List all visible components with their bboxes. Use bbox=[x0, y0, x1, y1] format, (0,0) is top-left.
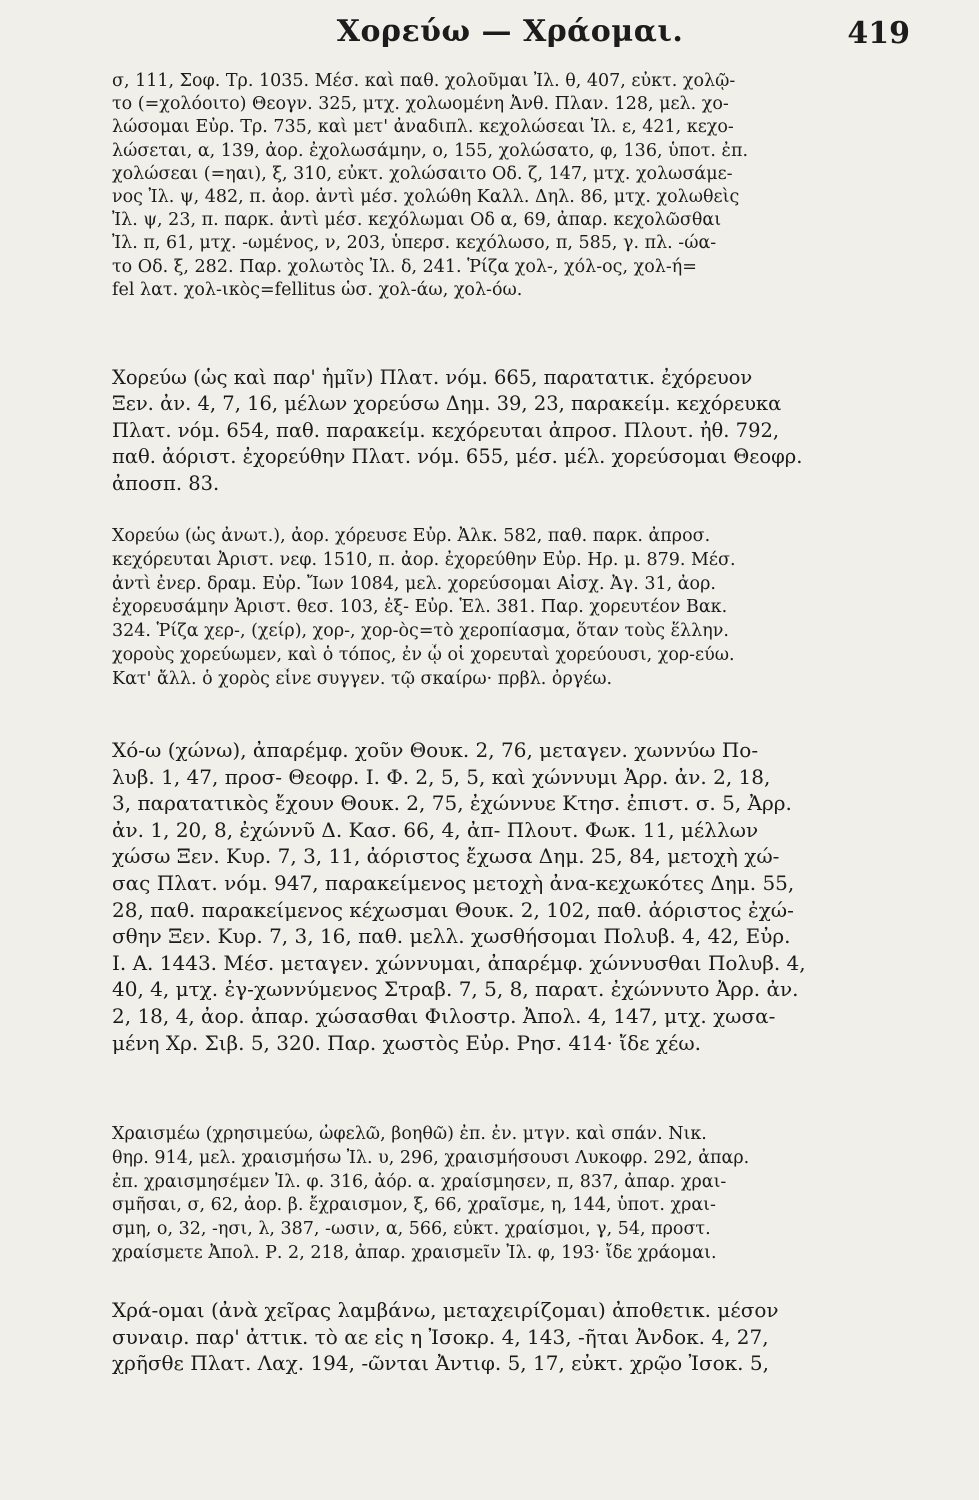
entry-line: ἐπ. χραισμησέμεν Ἰλ. φ. 316, ἀόρ. α. χραίσμησεν, π, 837, ἀπαρ. χραι- bbox=[112, 1171, 727, 1192]
entry-line: Πλατ. νόμ. 654, παθ. παρακείμ. κεχόρευται ἀπροσ. Πλουτ. ἠθ. 792, bbox=[112, 418, 780, 442]
entry-line: παθ. ἀόριστ. ἐχορεύθην Πλατ. νόμ. 655, μέσ. μέλ. χορεύσομαι Θεοφρ. bbox=[112, 445, 803, 469]
entry-line: ἐχορευσάμην Ἀριστ. θεσ. 103, ἐξ- Εὐρ. Ἑλ. 381. Παρ. χορευτέον Βακ. bbox=[112, 597, 728, 618]
entry-line: ἀν. 1, 20, 8, ἐχώννῦ Δ. Κασ. 66, 4, ἀπ- Πλουτ. Φωκ. 11, μέλλων bbox=[112, 817, 759, 842]
entry-line: σμη, ο, 32, -ησι, λ, 387, -ωσιν, α, 566, εὐκτ. χραίσμοι, γ, 54, προστ. bbox=[112, 1219, 711, 1240]
entry-line: Ξεν. ἀν. 4, 7, 16, μέλων χορεύσω Δημ. 39, 23, παρακείμ. κεχόρευκα bbox=[112, 392, 782, 416]
entry-chraomai bbox=[112, 1297, 904, 1377]
page-header bbox=[110, 14, 910, 60]
entry-line: Χραισμέω (χρησιμεύω, ὠφελῶ, βοηθῶ) ἐπ. ἐν. μτγν. καὶ σπάν. Νικ. bbox=[112, 1124, 707, 1144]
entry-line: ἀντὶ ἐνερ. δραμ. Εὐρ. Ἴων 1084, μελ. χορεύσομαι Αἰσχ. Ἀγ. 31, ἀορ. bbox=[112, 573, 716, 594]
entry-line: Χορεύω (ὡς καὶ παρ' ἡμῖν) Πλατ. νόμ. 665, παρατατικ. ἐχόρευον bbox=[112, 366, 753, 389]
entry-line: Χορεύω (ὡς ἀνωτ.), ἀορ. χόρευσε Εὐρ. Ἀλκ. 582, παθ. παρκ. ἀπροσ. bbox=[112, 526, 711, 546]
entry-line: το (=χολόοιτο) Θεογν. 325, μτχ. χολωομένη Ἀνθ. Πλαν. 128, μελ. χο- bbox=[112, 94, 729, 115]
entry-line: χραίσμετε Ἀπολ. Ρ. 2, 218, ἀπαρ. χραισμεῖν Ἰλ. φ, 193· ἴδε χράομαι. bbox=[112, 1242, 717, 1263]
entry-line: ἀποσπ. 83. bbox=[112, 471, 220, 495]
entry-line: χολώσεαι (=ηαι), ξ, 310, εὐκτ. χολώσαιτο Οδ. ζ, 147, μτχ. χολωσάμε- bbox=[112, 163, 733, 184]
entry-line: νος Ἰλ. ψ, 482, π. ἀορ. ἀντὶ μέσ. χολώθη Καλλ. Δηλ. 86, μτχ. χολωθεὶς bbox=[112, 187, 740, 208]
entry-cho-o bbox=[112, 737, 904, 1056]
entry-line: χρῆσθε Πλατ. Λαχ. 194, -ῶνται Ἀντιφ. 5, 17, εὐκτ. χρῷο Ἰσοκ. 5, bbox=[112, 1351, 769, 1376]
running-head: Χορεύω — Χράομαι. bbox=[336, 14, 684, 49]
entry-line: σθην Ξεν. Κυρ. 7, 3, 16, παθ. μελλ. χωσθήσομαι Πολυβ. 4, 42, Εὐρ. bbox=[112, 924, 791, 949]
entry-line: χοροὺς χορεύωμεν, καὶ ὁ τόπος, ἐν ᾧ οἱ χορευταὶ χορεύουσι, χορ-εύω. bbox=[112, 644, 735, 665]
entry-line: χώσω Ξεν. Κυρ. 7, 3, 11, ἀόριστος ἔχωσα Δημ. 25, 84, μετοχὴ χώ- bbox=[112, 844, 780, 869]
entry-line: λυβ. 1, 47, προσ- Θεοφρ. Ι. Φ. 2, 5, 5, καὶ χώννυμι Ἀρρ. ἀν. 2, 18, bbox=[112, 764, 771, 789]
entry-line: συναιρ. παρ' ἀττικ. τὸ αε εἰς η Ἰσοκρ. 4, 143, -ῆται Ἀνδοκ. 4, 27, bbox=[112, 1324, 769, 1349]
entry-line: σμῆσαι, σ, 62, ἀορ. β. ἔχραισμον, ξ, 66, χραῖσμε, η, 144, ὑποτ. χραι- bbox=[112, 1195, 716, 1216]
entry-line: Κατ' ἄλλ. ὁ χορὸς εἶνε συγγεν. τῷ σκαίρω· πρβλ. ὀργέω. bbox=[112, 668, 613, 689]
entry-choreuo-2 bbox=[112, 525, 904, 692]
entry-line: κεχόρευται Ἀριστ. νεφ. 1510, π. ἀορ. ἐχορεύθην Εὐρ. Ηρ. μ. 879. Μέσ. bbox=[112, 549, 736, 570]
entry-line: fel λατ. χολ-ικὸς=fellitus ὡσ. χολ-άω, χολ-όω. bbox=[112, 279, 523, 300]
entry-line: λώσομαι Εὐρ. Τρ. 735, καὶ μετ' ἀναδιπλ. κεχολώσεαι Ἰλ. ε, 421, κεχο- bbox=[112, 117, 734, 138]
entry-line: 40, 4, μτχ. ἐγ-χωννύμενος Στραβ. 7, 5, 8, παρατ. ἐχώννυτο Ἀρρ. ἀν. bbox=[112, 977, 799, 1002]
entry-line: Χό-ω (χώνω), ἀπαρέμφ. χοῦν Θουκ. 2, 76, μεταγεν. χωννύω Πο- bbox=[112, 738, 759, 762]
entry-line: 2, 18, 4, ἀορ. ἀπαρ. χώσασθαι Φιλοστρ. Ἀπολ. 4, 147, μτχ. χωσα- bbox=[112, 1003, 776, 1028]
entry-line: Ἰλ. π, 61, μτχ. -ωμένος, ν, 203, ὑπερσ. κεχόλωσο, π, 585, γ. πλ. -ώα- bbox=[112, 233, 717, 254]
entry-line: 3, παρατατικὸς ἔχουν Θουκ. 2, 75, ἐχώννυε Κτησ. ἐπιστ. σ. 5, Ἀρρ. bbox=[112, 791, 792, 816]
entry-choreuo-1 bbox=[112, 365, 904, 497]
entry-line: 324. Ῥίζα χερ-, (χείρ), χορ-, χορ-ὸς=τὸ χεροπίασμα, ὅταν τοὺς ἕλλην. bbox=[112, 621, 729, 642]
entry-continuation-cholo bbox=[112, 70, 904, 302]
page-number: 419 bbox=[847, 16, 910, 51]
entry-line: Ι. Α. 1443. Μέσ. μεταγεν. χώννυμαι, ἀπαρέμφ. χώννυσθαι Πολυβ. 4, bbox=[112, 950, 806, 975]
entry-line: 28, παθ. παρακείμενος κέχωσμαι Θουκ. 2, 102, παθ. ἀόριστος ἐχώ- bbox=[112, 897, 794, 922]
entry-chraismeo bbox=[112, 1123, 904, 1266]
entry-line: μένη Χρ. Σιβ. 5, 320. Παρ. χωστὸς Εὐρ. Ρησ. 414· ἴδε χέω. bbox=[112, 1030, 701, 1055]
entry-line: σ, 111, Σοφ. Τρ. 1035. Μέσ. καὶ παθ. χολοῦμαι Ἰλ. θ, 407, εὐκτ. χολῷ- bbox=[112, 71, 736, 91]
entry-line: θηρ. 914, μελ. χραισμήσω Ἰλ. υ, 296, χραισμήσουσι Λυκοφρ. 292, ἀπαρ. bbox=[112, 1147, 750, 1168]
entry-line: Ἰλ. ψ, 23, π. παρκ. ἀντὶ μέσ. κεχόλωμαι Οδ α, 69, ἀπαρ. κεχολῶσθαι bbox=[112, 210, 722, 231]
entry-line: Χρά-ομαι (ἀνὰ χεῖρας λαμβάνω, μεταχειρίζομαι) ἀποθετικ. μέσον bbox=[112, 1298, 779, 1322]
entry-line: λώσεται, α, 139, ἀορ. ἐχολωσάμην, ο, 155, χολώσατο, φ, 136, ὑποτ. ἐπ. bbox=[112, 140, 749, 161]
entry-line: το Οδ. ξ, 282. Παρ. χολωτὸς Ἰλ. δ, 241. Ῥίζα χολ-, χόλ-ος, χολ-ή= bbox=[112, 256, 697, 277]
entry-line: σας Πλατ. νόμ. 947, παρακείμενος μετοχὴ ἀνα-κεχωκότες Δημ. 55, bbox=[112, 870, 795, 895]
